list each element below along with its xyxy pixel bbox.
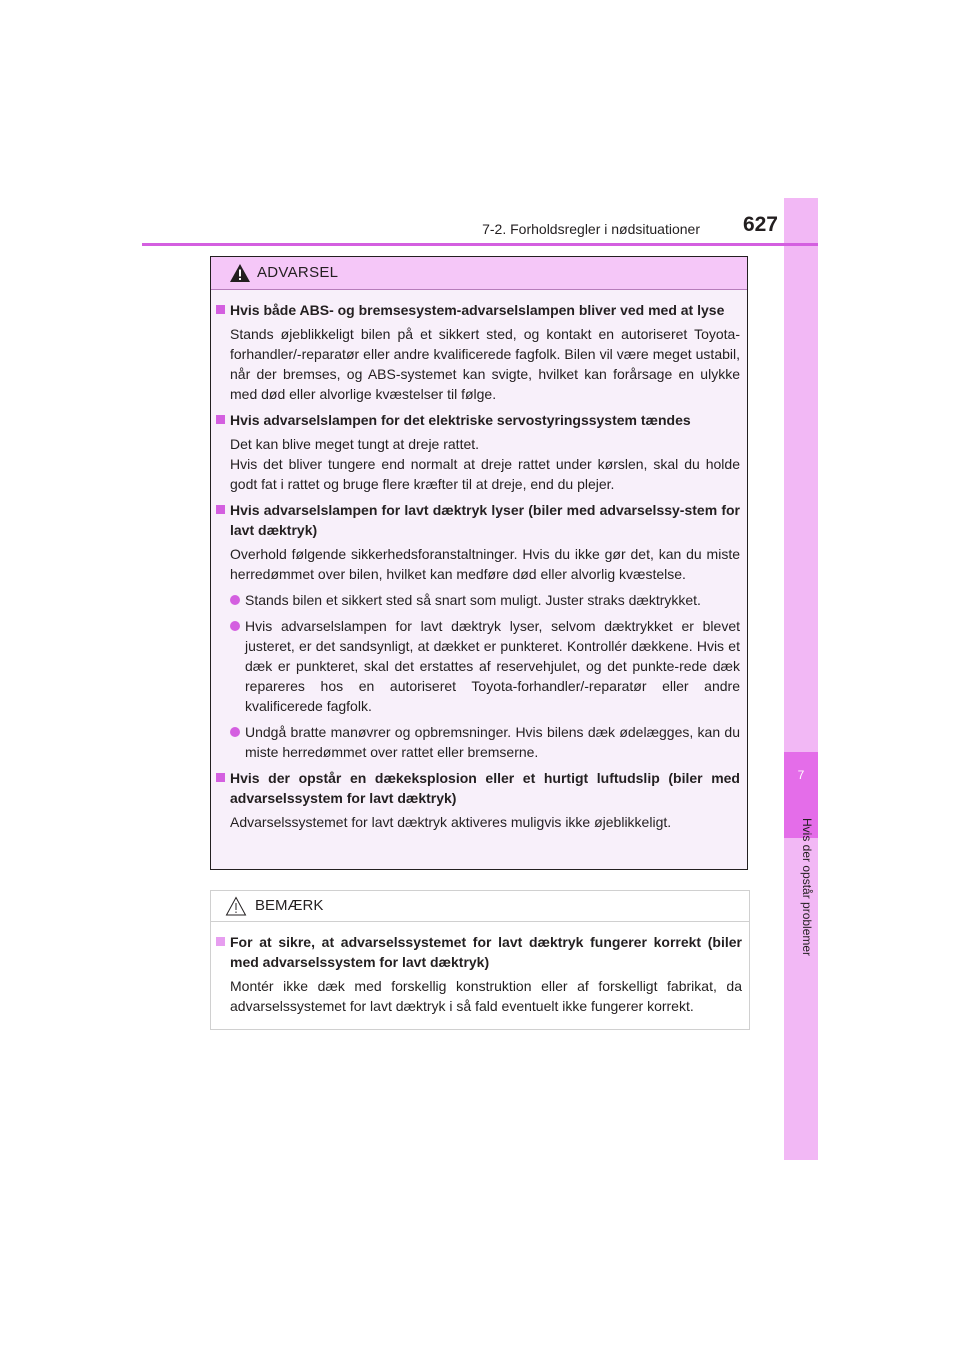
round-bullet-icon <box>230 595 240 605</box>
warning-triangle-icon <box>229 263 251 283</box>
note-body: Montér ikke dæk med forskellig konstruktion eller af forskelligt fabrikat, da advarselssystemet for lavt dæktryk i så fald eventuelt ikke fungerer korrekt. <box>230 978 742 1014</box>
square-bullet-icon <box>216 505 225 514</box>
chapter-side-tab <box>784 198 818 1160</box>
note-box <box>210 890 750 1030</box>
note-label: BEMÆRK <box>255 897 324 914</box>
square-bullet-icon <box>216 937 225 946</box>
round-bullet-icon <box>230 621 240 631</box>
note-heading: For at sikre, at advarselssystemet for lavt dæktryk fungerer korrekt (biler med advarselssystem for lavt dæktryk) <box>216 932 742 972</box>
warning-body: Overhold følgende sikkerhedsforanstaltninger. Hvis du ikke gør det, kan du miste herredømmet over bilen, hvilket kan medføre død eller alvorlig kvæstelse. <box>230 546 740 582</box>
warning-heading: Hvis advarselslampen for lavt dæktryk lyser (biler med advarselssy-stem for lavt dæktryk) <box>216 500 740 540</box>
square-bullet-icon <box>216 773 225 782</box>
caution-triangle-outline-icon <box>225 896 247 916</box>
warning-body: Hvis det bliver tungere end normalt at dreje rattet under kørslen, skal du holde godt fat i rattet og bruge flere kræfter til at dreje, end du plejer. <box>230 456 740 492</box>
chapter-number: 7 <box>797 768 805 782</box>
section-title: 7-2. Forholdsregler i nødsituationer <box>482 221 700 237</box>
note-content <box>211 922 749 1016</box>
bullet-item: Stands bilen et sikkert sted så snart som muligt. Juster straks dæktrykket. <box>230 590 740 610</box>
warning-header <box>211 257 747 290</box>
warning-body: Advarselssystemet for lavt dæktryk aktiveres muligvis ikke øjeblikkeligt. <box>230 814 672 830</box>
warning-label: ADVARSEL <box>257 264 339 281</box>
note-header <box>211 891 749 922</box>
warning-body: Stands øjeblikkeligt bilen på et sikkert sted, og kontakt en autoriseret Toyota-forhandler/-reparatør eller andre kvalificerede fagfolk. Bilen vil være meget ustabil, når der bremses, og ABS-systemet kan svigte, hvilket kan forårsage en ulykke med død eller alvorlige kvæstelser til følge. <box>230 326 740 402</box>
chapter-title: Hvis der opstår problemer <box>800 818 814 957</box>
warning-body: Det kan blive meget tungt at dreje rattet. <box>230 436 480 452</box>
warning-box <box>210 256 748 870</box>
bullet-item: Hvis advarselslampen for lavt dæktryk lyser, selvom dæktrykket er blevet justeret, er det sandsynligt, at dækket er punkteret. Kontrollér dækkene. Hvis et dæk er punkteret, skal det erstattes af reservehjulet, og det punkte-rede dæk repareres hos en autoriseret Toyota-forhandler/-reparatør eller andre kvalificerede fagfolk. <box>230 616 740 716</box>
header-rule <box>142 243 818 246</box>
warning-content <box>211 290 747 832</box>
round-bullet-icon <box>230 727 240 737</box>
page-number: 627 <box>742 213 778 236</box>
warning-heading: Hvis advarselslampen for det elektriske servostyringssystem tændes <box>216 410 740 430</box>
square-bullet-icon <box>216 305 225 314</box>
warning-heading: Hvis både ABS- og bremsesystem-advarselslampen bliver ved med at lyse <box>216 300 740 320</box>
warning-heading: Hvis der opstår en dækeksplosion eller et hurtigt luftudslip (biler med advarselssystem for lavt dæktryk) <box>216 768 740 808</box>
square-bullet-icon <box>216 415 225 424</box>
bullet-item: Undgå bratte manøvrer og opbremsninger. Hvis bilens dæk ødelægges, kan du miste herredømmet over rattet eller bremserne. <box>230 722 740 762</box>
